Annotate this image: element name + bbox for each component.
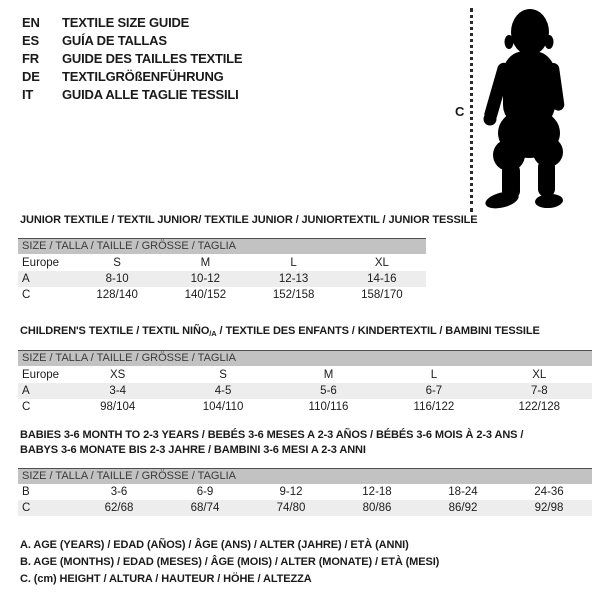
- language-list: [22, 13, 242, 103]
- table-row: [18, 254, 426, 271]
- junior-size-table: [18, 238, 426, 303]
- table-cell: XL: [374, 256, 389, 269]
- table-row: [18, 399, 592, 415]
- table-cell: 12-18: [362, 486, 392, 498]
- babies-table-title: [20, 428, 523, 458]
- table-cell: B: [22, 486, 30, 498]
- table-cell: 24-36: [534, 486, 564, 498]
- table-row: [18, 500, 592, 516]
- language-label: TEXTILE SIZE GUIDE: [62, 14, 190, 30]
- table-cell: A: [22, 385, 30, 397]
- table-cell: Europe: [22, 256, 60, 269]
- language-code: DE: [22, 68, 40, 84]
- table-cell: 74/80: [276, 502, 306, 514]
- language-code: EN: [22, 14, 40, 30]
- table-row: [18, 484, 592, 500]
- table-cell: L: [290, 256, 297, 269]
- children-table-title: [20, 324, 540, 341]
- language-row-de: [22, 67, 242, 85]
- table-cell: 80/86: [362, 502, 392, 514]
- language-code: FR: [22, 50, 39, 66]
- language-label: TEXTILGRÖßENFÜHRUNG: [62, 68, 224, 84]
- table-cell: 10-12: [190, 273, 221, 285]
- table-cell: L: [430, 368, 438, 381]
- language-row-fr: [22, 49, 242, 67]
- language-label: GUÍA DE TALLAS: [62, 32, 167, 48]
- table-cell: 8-10: [105, 273, 129, 285]
- table-cell: 152/158: [272, 289, 315, 301]
- title-text: / TEXTILE DES ENFANTS / KINDERTEXTIL / BAMBINI TESSILE: [216, 325, 540, 337]
- table-cell: 5-6: [320, 385, 337, 397]
- table-cell: C: [22, 401, 31, 413]
- table-cell: 12-13: [278, 273, 309, 285]
- table-cell: 7-8: [530, 385, 548, 397]
- children-size-table: [18, 350, 592, 415]
- table-row: [18, 271, 426, 287]
- legend-line-c: C. (cm) HEIGHT / ALTURA / HAUTEUR / HÖHE / ALTEZZA: [20, 573, 312, 585]
- language-row-es: [22, 31, 242, 49]
- title-line-2: BABYS 3-6 MONATE BIS 2-3 JAHRE / BAMBINI 3-6 MESI A 2-3 ANNI: [20, 444, 366, 456]
- table-cell: 3-4: [109, 385, 126, 397]
- table-cell: M: [323, 368, 334, 381]
- table-cell: XS: [110, 368, 126, 381]
- table-cell: M: [200, 256, 211, 269]
- table-cell: 140/152: [184, 289, 227, 301]
- table-cell: 4-5: [214, 385, 232, 397]
- table-cell: 14-16: [367, 273, 397, 285]
- title-subscript: /A: [209, 329, 217, 338]
- size-header: SIZE / TALLA / TAILLE / GRÖSSE / TAGLIA: [18, 238, 426, 254]
- toddler-silhouette-icon: [479, 5, 595, 213]
- height-measure-line: [470, 8, 473, 212]
- table-cell: 92/98: [534, 502, 564, 514]
- table-row: [18, 383, 592, 399]
- size-header: SIZE / TALLA / TAILLE / GRÖSSE / TAGLIA: [18, 350, 592, 366]
- table-cell: 158/170: [361, 289, 403, 301]
- table-cell: C: [22, 502, 31, 514]
- table-cell: C: [22, 289, 31, 301]
- title-line-1: BABIES 3-6 MONTH TO 2-3 YEARS / BEBÉS 3-6 MESES A 2-3 AÑOS / BÉBÉS 3-6 MOIS À 2-3 ANS /: [20, 429, 524, 441]
- table-cell: S: [113, 256, 121, 269]
- table-row: [18, 287, 426, 303]
- table-cell: 110/116: [308, 401, 349, 413]
- table-cell: 9-12: [279, 486, 303, 498]
- table-cell: 128/140: [96, 289, 138, 301]
- language-row-it: [22, 85, 242, 103]
- table-cell: 62/68: [104, 502, 134, 514]
- table-row: [18, 366, 592, 383]
- table-cell: 18-24: [448, 486, 478, 498]
- table-cell: 3-6: [110, 486, 128, 498]
- table-cell: 6-7: [425, 385, 443, 397]
- table-cell: 116/122: [413, 401, 455, 413]
- junior-table-title: JUNIOR TEXTILE / TEXTIL JUNIOR/ TEXTILE JUNIOR / JUNIORTEXTIL / JUNIOR TESSILE: [20, 214, 478, 226]
- legend-line-a: A. AGE (YEARS) / EDAD (AÑOS) / ÂGE (ANS) / ALTER (JAHRE) / ETÀ (ANNI): [20, 539, 409, 551]
- table-cell: 104/110: [202, 401, 244, 413]
- title-text: CHILDREN'S TEXTILE / TEXTIL NIÑO: [20, 325, 210, 337]
- table-cell: XL: [532, 368, 547, 381]
- table-cell: A: [22, 273, 30, 285]
- language-code: ES: [22, 32, 39, 48]
- table-cell: 86/92: [448, 502, 478, 514]
- legend-line-b: B. AGE (MONTHS) / EDAD (MESES) / ÂGE (MOIS) / ALTER (MONATE) / ETÀ (MESI): [20, 556, 440, 568]
- table-cell: 98/104: [100, 401, 136, 413]
- table-cell: 68/74: [190, 502, 220, 514]
- language-label: GUIDE DES TAILLES TEXTILE: [62, 50, 243, 66]
- size-header: SIZE / TALLA / TAILLE / GRÖSSE / TAGLIA: [18, 468, 592, 484]
- language-row-en: [22, 13, 242, 31]
- table-cell: 6-9: [196, 486, 214, 498]
- measure-legend: [20, 537, 439, 588]
- table-cell: 122/128: [518, 401, 561, 413]
- language-code: IT: [22, 86, 34, 102]
- table-cell: Europe: [22, 368, 60, 381]
- babies-size-table: [18, 468, 592, 516]
- language-label: GUIDA ALLE TAGLIE TESSILI: [62, 86, 239, 102]
- table-cell: S: [219, 368, 227, 381]
- height-measure-label: C: [455, 104, 465, 119]
